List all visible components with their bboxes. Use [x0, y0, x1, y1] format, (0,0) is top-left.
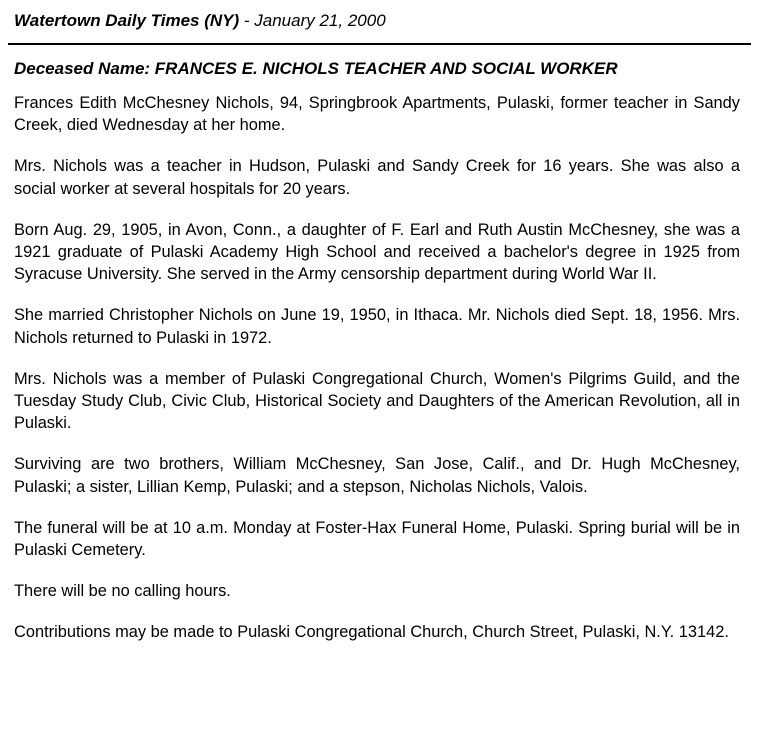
masthead — [14, 10, 745, 32]
paragraph-2: Mrs. Nichols was a teacher in Hudson, Pulaski and Sandy Creek for 16 years. She was also a social worker at several hospitals for 20 years. — [14, 157, 740, 198]
paragraph-7: The funeral will be at 10 a.m. Monday at Foster-Hax Funeral Home, Pulaski. Spring burial will be in Pulaski Cemetery. — [14, 518, 740, 560]
obituary-body — [14, 92, 740, 643]
paragraph-5: Mrs. Nichols was a member of Pulaski Congregational Church, Women's Pilgrims Guild, and the Tuesday Study Club, Civic Club, Historical Society and Daughters of the American Revolution, all in Pulaski. — [14, 369, 740, 433]
paragraph-3: Born Aug. 29, 1905, in Avon, Conn., a daughter of F. Earl and Ruth Austin McChesney, she was a 1921 graduate of Pulaski Academy High School and received a bachelor's degree in 1925 from Syracuse University. She served in the Army censorship department during World War II. — [14, 220, 740, 284]
paragraph-8: There will be no calling hours. — [14, 582, 231, 600]
paragraph-1: Frances Edith McChesney Nichols, 94, Springbrook Apartments, Pulaski, former teacher in Sandy Creek, died Wednesday at her home. — [14, 94, 740, 135]
newspaper-name: Watertown Daily Times (NY) — [14, 11, 240, 30]
masthead-separator: - — [239, 11, 255, 30]
paragraph-9: Contributions may be made to Pulaski Congregational Church, Church Street, Pulaski, N.Y. 13142. — [14, 622, 729, 641]
header-divider — [8, 43, 751, 45]
deceased-title: Deceased Name: FRANCES E. NICHOLS TEACHER AND SOCIAL WORKER — [14, 59, 618, 78]
paragraph-4: She married Christopher Nichols on June 19, 1950, in Ithaca. Mr. Nichols died Sept. 18, 1956. Mrs. Nichols returned to Pulaski in 1972. — [14, 306, 740, 347]
publication-date: January 21, 2000 — [254, 11, 386, 30]
paragraph-6: Surviving are two brothers, William McChesney, San Jose, Calif., and Dr. Hugh McChesney, Pulaski; a sister, Lillian Kemp, Pulaski; and a stepson, Nicholas Nichols, Valois. — [14, 455, 740, 496]
